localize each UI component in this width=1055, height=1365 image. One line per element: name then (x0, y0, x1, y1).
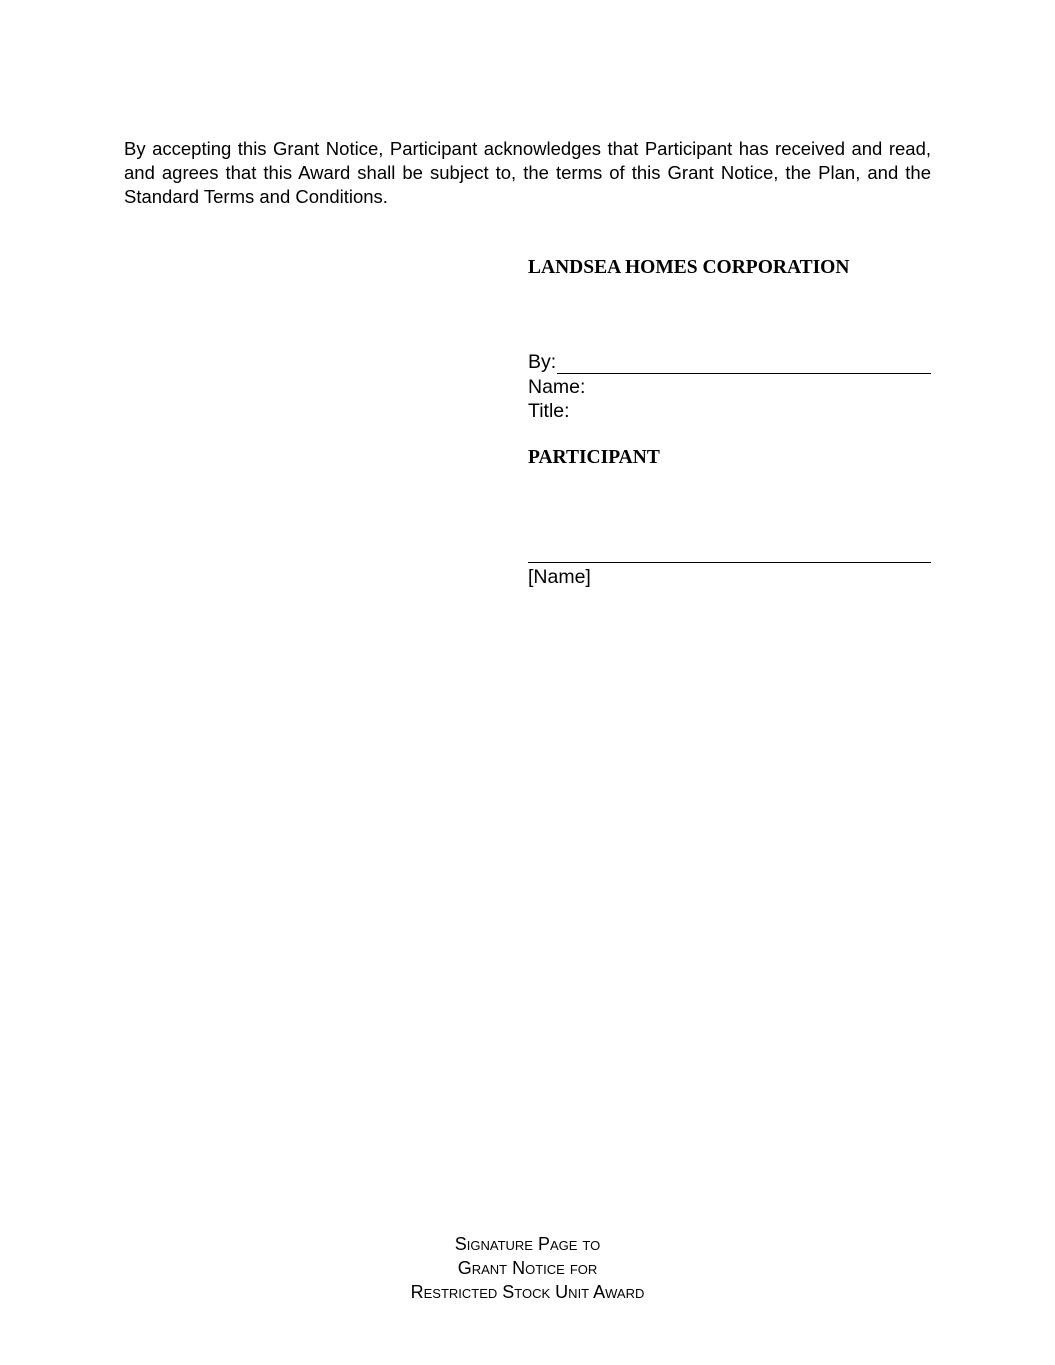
name-label: Name: (528, 376, 586, 398)
title-label: Title: (528, 400, 570, 422)
by-signature-underline (557, 353, 931, 374)
by-label: By: (528, 351, 557, 373)
by-signature-line (528, 350, 931, 374)
participant-name-placeholder: [Name] (528, 566, 591, 588)
page-footer (0, 1232, 1055, 1304)
participant-heading: PARTICIPANT (528, 447, 660, 468)
footer-line-2: Grant Notice for (457, 1258, 598, 1278)
participant-signature-underline (528, 562, 931, 563)
company-name: LANDSEA HOMES CORPORATION (528, 257, 850, 278)
footer-line-1: Signature Page to (454, 1234, 601, 1254)
footer-line-3: Restricted Stock Unit Award (410, 1282, 645, 1302)
intro-paragraph: By accepting this Grant Notice, Participant acknowledges that Participant has received and read, and agrees that this Award shall be subject to, the terms of this Grant Notice, the Plan, and the Standard Terms and Conditions. (124, 138, 931, 207)
